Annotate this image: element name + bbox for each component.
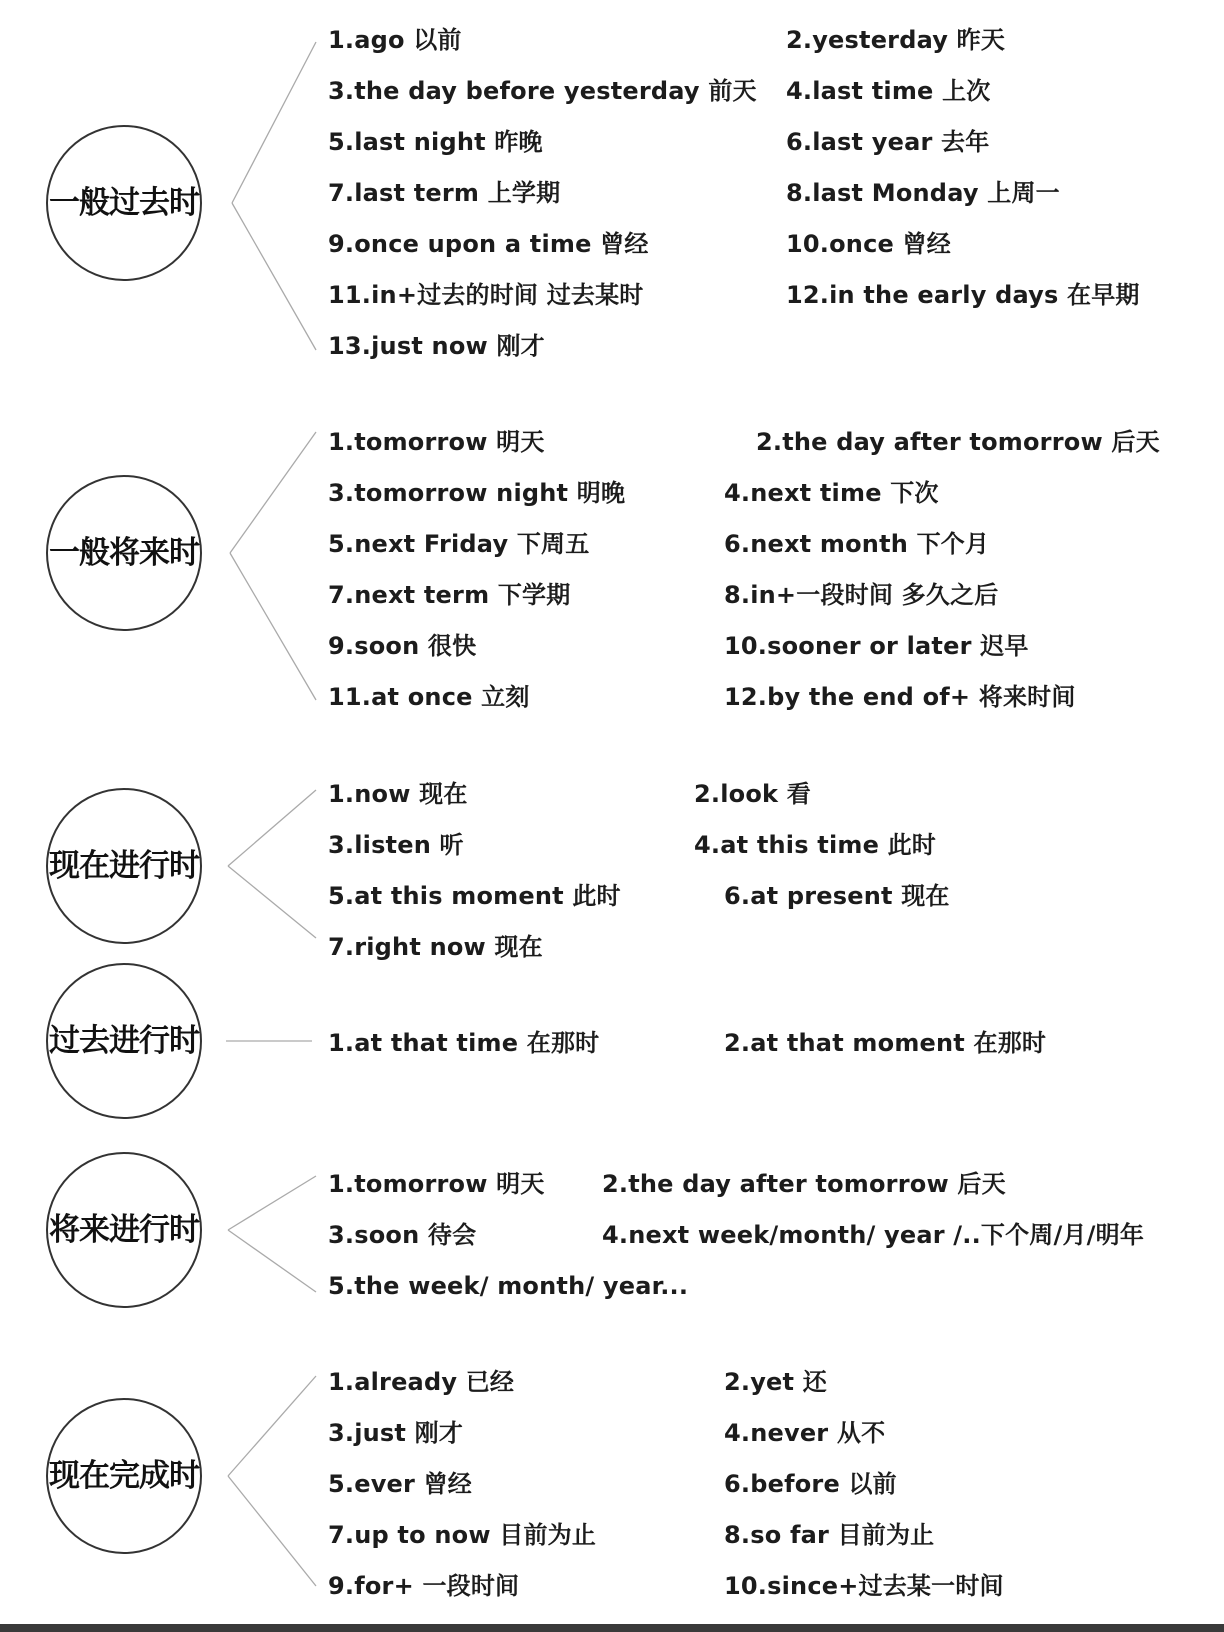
time-word-item: 7.right now 现在 [328, 933, 543, 961]
time-word-item: 8.so far 目前为止 [724, 1521, 935, 1549]
time-word-item: 3.listen 听 [328, 831, 464, 859]
time-word-item: 4.last time 上次 [786, 77, 991, 105]
connector-line-bottom [232, 203, 316, 350]
time-word-item: 2.look 看 [694, 780, 811, 808]
time-word-item: 8.in+一段时间 多久之后 [724, 581, 999, 609]
tense-name: 将来进行时 [49, 1212, 199, 1248]
time-word-item: 6.next month 下个月 [724, 530, 990, 558]
time-word-item: 11.in+过去的时间 过去某时 [328, 281, 644, 309]
time-word-item: 2.yet 还 [724, 1368, 827, 1396]
tense-name: 现在完成时 [49, 1458, 199, 1494]
time-word-item: 1.already 已经 [328, 1368, 515, 1396]
time-word-item: 5.last night 昨晚 [328, 128, 543, 156]
time-word-item: 5.next Friday 下周五 [328, 530, 590, 558]
time-word-item: 1.at that time 在那时 [328, 1029, 600, 1057]
time-word-item: 5.ever 曾经 [328, 1470, 473, 1498]
time-word-item: 4.next time 下次 [724, 479, 939, 507]
connector-line-top [228, 1376, 316, 1476]
time-word-item: 3.the day before yesterday 前天 [328, 77, 757, 105]
time-word-item: 5.the week/ month/ year... [328, 1272, 689, 1300]
time-word-item: 2.the day after tomorrow 后天 [756, 428, 1160, 456]
time-word-item: 2.the day after tomorrow 后天 [602, 1170, 1006, 1198]
time-word-item: 10.once 曾经 [786, 230, 951, 258]
connector-line-bottom [228, 1476, 316, 1586]
tense-name: 现在进行时 [49, 848, 199, 884]
tense-name: 一般过去时 [49, 185, 199, 221]
time-word-item: 6.last year 去年 [786, 128, 990, 156]
time-word-item: 4.never 从不 [724, 1419, 886, 1447]
connector-line-bottom [228, 1230, 316, 1292]
connector-line-top [232, 42, 316, 203]
connector-line-bottom [230, 553, 316, 700]
time-word-item: 4.next week/month/ year /..下个周/月/明年 [602, 1221, 1145, 1249]
time-word-item: 4.at this time 此时 [694, 831, 937, 859]
time-word-item: 9.soon 很快 [328, 632, 477, 660]
time-word-item: 2.at that moment 在那时 [724, 1029, 1047, 1057]
connector-line-bottom [228, 866, 316, 938]
time-word-item: 10.sooner or later 迟早 [724, 632, 1029, 660]
connector-line-top [228, 1176, 316, 1230]
connector-line-top [230, 432, 316, 553]
time-word-item: 2.yesterday 昨天 [786, 26, 1006, 54]
time-word-item: 6.before 以前 [724, 1470, 897, 1498]
tense-name: 一般将来时 [49, 535, 199, 571]
connector-line-top [228, 790, 316, 866]
bottom-bar [0, 1624, 1224, 1632]
time-word-item: 1.now 现在 [328, 780, 468, 808]
time-word-item: 3.tomorrow night 明晚 [328, 479, 626, 507]
time-word-item: 9.for+ 一段时间 [328, 1572, 520, 1600]
time-word-item: 9.once upon a time 曾经 [328, 230, 649, 258]
time-word-item: 7.next term 下学期 [328, 581, 571, 609]
time-word-item: 13.just now 刚才 [328, 332, 545, 360]
time-word-item: 1.tomorrow 明天 [328, 1170, 545, 1198]
time-word-item: 5.at this moment 此时 [328, 882, 621, 910]
time-word-item: 8.last Monday 上周一 [786, 179, 1060, 207]
time-word-item: 6.at present 现在 [724, 882, 950, 910]
time-word-item: 3.just 刚才 [328, 1419, 464, 1447]
time-word-item: 12.by the end of+ 将来时间 [724, 683, 1076, 711]
tense-name: 过去进行时 [49, 1023, 199, 1059]
time-word-item: 3.soon 待会 [328, 1221, 477, 1249]
time-word-item: 7.last term 上学期 [328, 179, 561, 207]
time-word-item: 7.up to now 目前为止 [328, 1521, 597, 1549]
time-word-item: 10.since+过去某一时间 [724, 1572, 1004, 1600]
time-word-item: 12.in the early days 在早期 [786, 281, 1140, 309]
time-word-item: 11.at once 立刻 [328, 683, 530, 711]
time-word-item: 1.ago 以前 [328, 26, 462, 54]
time-word-item: 1.tomorrow 明天 [328, 428, 545, 456]
